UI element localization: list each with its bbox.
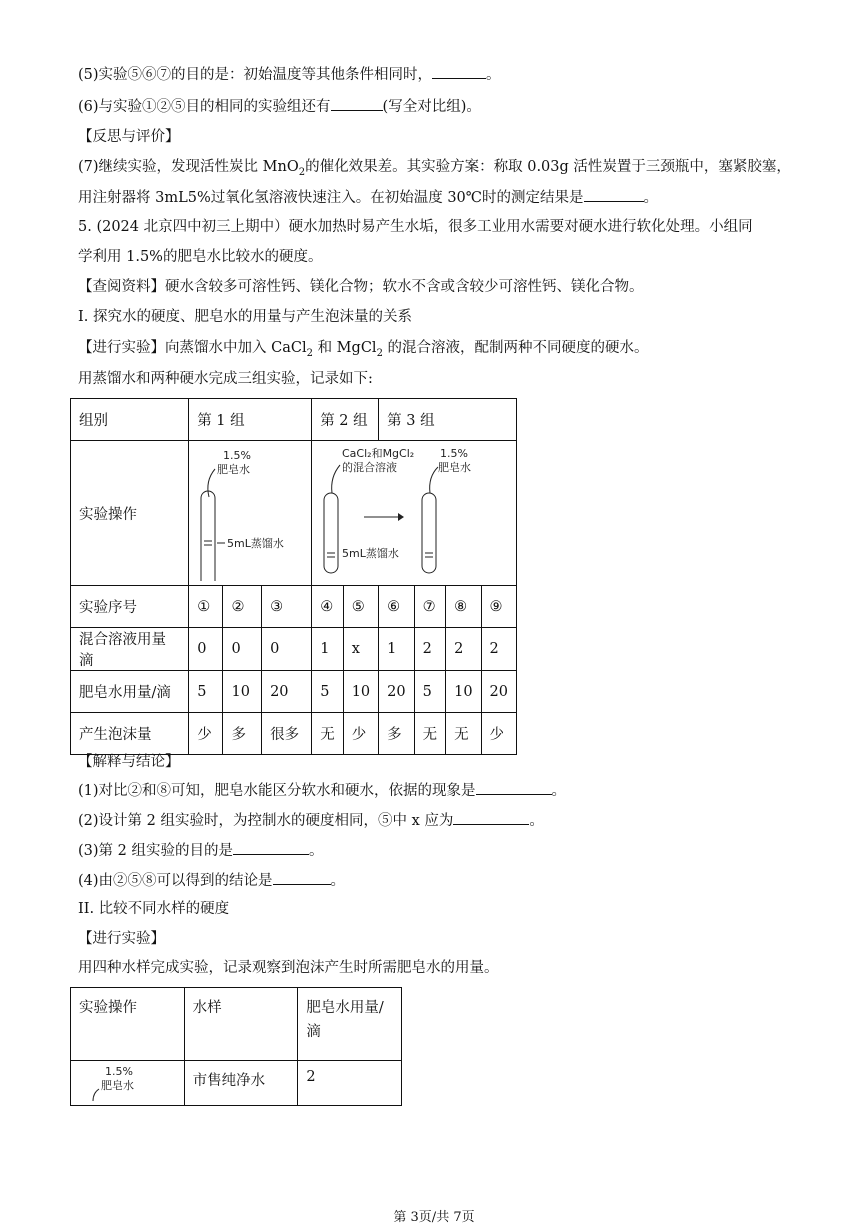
test-tube-figure — [189, 441, 311, 581]
e1-text: (1)对比②和⑧可知，肥皂水能区分软水和硬水，依据的现象是 — [78, 783, 476, 799]
answer-blank[interactable] — [584, 187, 644, 202]
table-cell: 2 — [298, 1061, 402, 1106]
test-tube-icon — [201, 491, 215, 581]
figure-label: CaCl₂和MgCl₂ — [342, 447, 415, 460]
table-cell: 少 — [189, 713, 223, 755]
figure-label: 肥皂水 — [101, 1079, 134, 1092]
section-1-title: I. 探究水的硬度、肥皂水的用量与产生泡沫量的关系 — [78, 309, 412, 325]
table-cell: 多 — [379, 713, 414, 755]
answer-blank[interactable] — [432, 64, 486, 79]
table-header: 实验操作 — [71, 441, 189, 586]
table-row — [71, 988, 402, 1061]
table-row — [71, 586, 517, 628]
e2-text: (2)设计第 2 组实验时，为控制水的硬度相同，⑤中 x 应为 — [78, 813, 454, 829]
table-header: 肥皂水用量/滴 — [298, 988, 402, 1061]
table-cell: 无 — [312, 713, 344, 755]
table-row — [71, 399, 517, 441]
exp-text-3: 的混合溶液，配制两种不同硬度的硬水。 — [382, 340, 649, 356]
arrow-icon — [93, 1089, 99, 1101]
table-cell: x — [343, 628, 378, 671]
figure-label: 肥皂水 — [217, 463, 251, 476]
table-cell: ⑥ — [379, 586, 414, 628]
line-q6 — [78, 96, 481, 117]
table-cell: 20 — [481, 671, 516, 713]
table-cell: 2 — [414, 628, 446, 671]
section-experiment: 【进行实验】 — [78, 931, 165, 947]
line-q7a — [78, 157, 791, 183]
arrow-icon — [430, 467, 438, 493]
table-cell: 少 — [343, 713, 378, 755]
info-line: 【查阅资料】硬水含较多可溶性钙、镁化合物；软水不含或含较少可溶性钙、镁化合物。 — [78, 279, 644, 295]
answer-blank[interactable] — [453, 810, 529, 825]
figure-group-1 — [189, 441, 312, 586]
figure-label: 1.5% — [440, 447, 469, 460]
table-cell: 10 — [343, 671, 378, 713]
table-cell: 0 — [189, 628, 223, 671]
table-row — [71, 441, 517, 586]
row-label: 实验序号 — [71, 586, 189, 628]
table-cell: ④ — [312, 586, 344, 628]
table-header: 实验操作 — [71, 988, 185, 1061]
table-cell: 10 — [446, 671, 481, 713]
period: 。 — [330, 873, 346, 889]
table-cell: 20 — [262, 671, 312, 713]
figure-label: 的混合溶液 — [342, 461, 398, 474]
period: 。 — [308, 843, 324, 859]
exp-text-1: 【进行实验】向蒸馏水中加入 CaCl — [78, 340, 307, 356]
experiment-line-2: 用蒸馏水和两种硬水完成三组实验，记录如下: — [78, 371, 373, 387]
table-row — [71, 628, 517, 671]
table-cell: ① — [189, 586, 223, 628]
period: 。 — [643, 190, 658, 206]
table-row — [71, 1061, 402, 1106]
table-cell: 1 — [379, 628, 414, 671]
section-reflect: 【反思与评价】 — [78, 129, 180, 145]
answer-blank[interactable] — [273, 870, 331, 885]
table-cell: 市售纯净水 — [184, 1061, 298, 1106]
figure-label: 5mL蒸馏水 — [342, 547, 400, 560]
period: 。 — [551, 783, 567, 799]
arrow-icon — [332, 465, 340, 493]
e3-text: (3)第 2 组实验的目的是 — [78, 843, 233, 859]
line-e1 — [78, 780, 566, 801]
line-e3 — [78, 840, 323, 861]
line-q5 — [78, 64, 501, 85]
section-2-title: II. 比较不同水样的硬度 — [78, 901, 230, 917]
table-cell: 1 — [312, 628, 344, 671]
table-header: 水样 — [184, 988, 298, 1061]
line-e4 — [78, 870, 345, 891]
exp-text-2: 和 MgCl — [312, 340, 377, 356]
table-cell: 0 — [262, 628, 312, 671]
experiment-line — [78, 338, 649, 364]
table-cell: 多 — [223, 713, 262, 755]
table-cell: 无 — [446, 713, 481, 755]
table-row — [71, 671, 517, 713]
row-label: 混合溶液用量滴 — [71, 628, 189, 671]
figure-cell — [71, 1061, 185, 1106]
group-1-header: 第 1 组 — [189, 399, 312, 441]
arrow-icon — [208, 469, 215, 497]
period: 。 — [529, 813, 544, 829]
group-2-header: 第 2 组 — [312, 399, 379, 441]
test-tube-icon — [324, 493, 338, 573]
table-cell: 0 — [223, 628, 262, 671]
experiment-table-2 — [70, 987, 402, 1106]
table-cell: 很多 — [262, 713, 312, 755]
q5-text: (5)实验⑤⑥⑦的目的是：初始温度等其他条件相同时， — [78, 67, 433, 83]
subscript: 2 — [376, 347, 383, 359]
e4-text: (4)由②⑤⑧可以得到的结论是 — [78, 873, 273, 889]
subscript: 2 — [298, 166, 306, 178]
line-e2 — [78, 810, 544, 831]
row-label: 产生泡沫量 — [71, 713, 189, 755]
q6-text: (6)与实验①②⑤目的相同的实验组还有 — [78, 99, 331, 115]
table-cell: 无 — [414, 713, 446, 755]
table-cell: 5 — [312, 671, 344, 713]
q7-text-2: 的催化效果差。其实验方案：称取 0.03g 活性炭置于三颈瓶中，塞紧胶塞， — [305, 159, 791, 175]
table-cell: ⑦ — [414, 586, 446, 628]
table-cell: ③ — [262, 586, 312, 628]
figure-label: 肥皂水 — [438, 461, 472, 474]
figure-group-2-3 — [312, 441, 517, 586]
question-5-line1: 5. (2024 北京四中初三上期中）硬水加热时易产生水垢，很多工业用水需要对硬水进行软化处理。小组同 — [78, 219, 753, 235]
answer-blank[interactable] — [331, 96, 383, 111]
line-q7b — [78, 187, 658, 208]
section-explain: 【解释与结论】 — [78, 754, 180, 770]
subscript: 2 — [306, 347, 313, 359]
figure-label: 1.5% — [223, 449, 252, 462]
q7-text-3: 用注射器将 3mL5%过氧化氢溶液快速注入。在初始温度 30℃时的测定结果是 — [78, 190, 584, 206]
table-cell: ⑧ — [446, 586, 481, 628]
experiment-line-3: 用四种水样完成实验，记录观察到泡沫产生时所需肥皂水的用量。 — [78, 960, 499, 976]
test-tube-icon — [422, 493, 436, 573]
answer-blank[interactable] — [476, 780, 552, 795]
table-cell: 2 — [446, 628, 481, 671]
table-cell: 5 — [414, 671, 446, 713]
table-cell: ⑤ — [343, 586, 378, 628]
table-cell: 2 — [481, 628, 516, 671]
figure-label: 1.5% — [105, 1065, 133, 1078]
table-row — [71, 713, 517, 755]
table-cell: 20 — [379, 671, 414, 713]
table-header: 组别 — [71, 399, 189, 441]
figure-label: 5mL蒸馏水 — [227, 537, 285, 550]
row-label: 肥皂水用量/滴 — [71, 671, 189, 713]
answer-blank[interactable] — [233, 840, 309, 855]
q7-text-1: (7)继续实验，发现活性炭比 MnO — [78, 159, 299, 175]
group-3-header: 第 3 组 — [379, 399, 517, 441]
test-tube-figure — [71, 1061, 181, 1101]
question-5-line2: 学利用 1.5%的肥皂水比较水的硬度。 — [78, 249, 323, 265]
table-cell: 5 — [189, 671, 223, 713]
table-cell: 10 — [223, 671, 262, 713]
table-cell: 少 — [481, 713, 516, 755]
test-tube-figure — [312, 441, 510, 581]
q6-suffix: (写全对比组)。 — [382, 99, 481, 115]
table-cell: ② — [223, 586, 262, 628]
page-footer: 第 3页/共 7页 — [393, 1210, 475, 1225]
period: 。 — [486, 67, 501, 83]
table-cell: ⑨ — [481, 586, 516, 628]
experiment-table-1 — [70, 398, 517, 755]
